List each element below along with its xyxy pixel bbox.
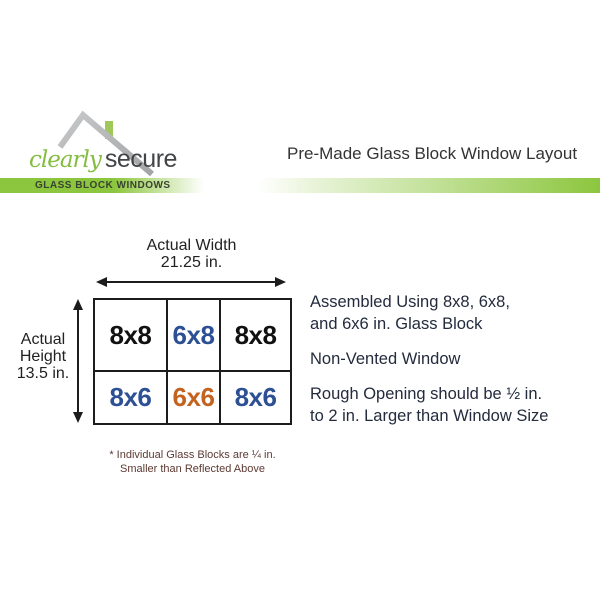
arrow-line: [102, 281, 280, 283]
width-label-line1: Actual Width: [146, 237, 237, 254]
details-text: [310, 291, 595, 440]
banner-label: GLASS BLOCK WINDOWS: [35, 180, 171, 191]
brand-secure: secure: [104, 145, 177, 173]
width-label-line2: 21.25 in.: [160, 254, 223, 271]
block-cell-8x8: 8x8: [219, 300, 290, 370]
arrowhead-right-icon: [275, 277, 286, 287]
page-title: Pre-Made Glass Block Window Layout: [287, 144, 578, 163]
rough-line1: Rough Opening should be ½ in.: [310, 385, 543, 403]
height-label-line2: Height: [19, 348, 67, 365]
block-cell-8x8: 8x8: [109, 319, 152, 350]
footnote: [93, 449, 292, 476]
footnote-line2: Smaller than Reflected Above: [120, 462, 265, 475]
arrowhead-left-icon: [96, 277, 107, 287]
rough-opening-note: [310, 383, 595, 427]
assembled-line2: and 6x6 in. Glass Block: [310, 315, 483, 333]
brand-logo: [29, 145, 177, 174]
width-dimension-label: [96, 237, 287, 271]
assembled-note: [310, 291, 595, 335]
brand-clearly: clearly: [29, 147, 101, 173]
height-dimension-arrow: [72, 299, 84, 423]
height-dimension-label: [8, 331, 78, 382]
block-cell-6x6: 6x6: [166, 370, 219, 423]
block-cell-6x8: 6x8: [166, 300, 219, 370]
arrowhead-up-icon: [73, 299, 83, 310]
assembled-line1: Assembled Using 8x8, 6x8,: [310, 293, 510, 311]
glass-block-grid: [93, 298, 292, 425]
height-label-line3: 13.5 in.: [16, 365, 70, 382]
height-label-line1: Actual: [20, 331, 66, 348]
arrow-line: [77, 305, 79, 417]
width-dimension-arrow: [96, 276, 286, 288]
rough-line2: to 2 in. Larger than Window Size: [310, 407, 549, 425]
arrowhead-down-icon: [73, 412, 83, 423]
vented-note: Non-Vented Window: [310, 350, 461, 368]
banner-strip: [0, 178, 600, 193]
block-cell-8x6: 8x6: [95, 370, 166, 423]
footnote-line1: * Individual Glass Blocks are ¼ in.: [109, 449, 276, 461]
block-cell-8x6: 8x6: [219, 370, 290, 423]
